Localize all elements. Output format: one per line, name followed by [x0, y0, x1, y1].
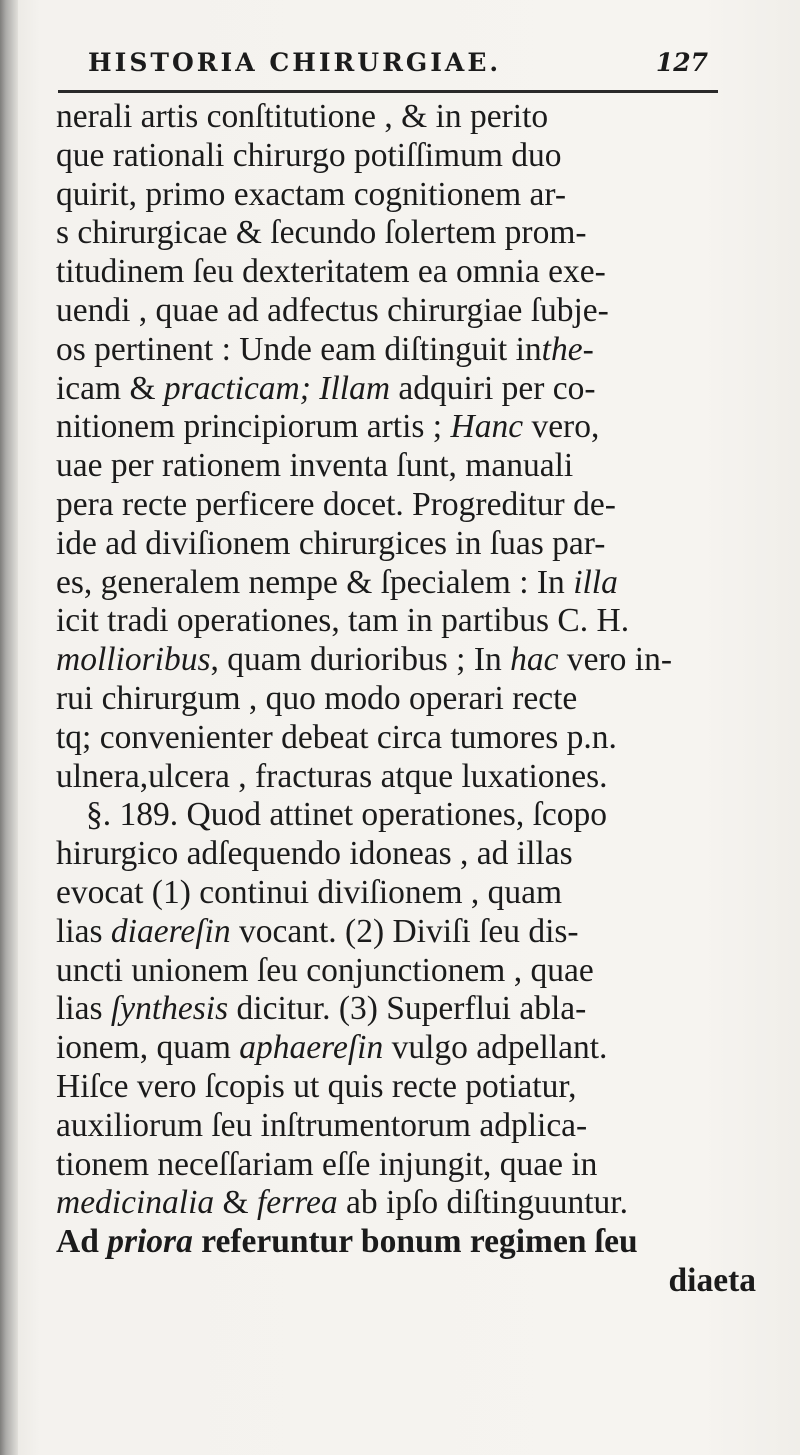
- text-line: evocat (1) continui diviſionem , quam: [56, 873, 563, 911]
- text-line: auxiliorum ſeu inſtrumentorum adplica-: [56, 1106, 588, 1144]
- text-segment: vero,: [523, 408, 600, 446]
- text-segment: , quam durioribus ; In: [210, 641, 511, 679]
- text-line: quirit, primo exactam cognitionem ar-: [56, 175, 567, 213]
- italic-term: the-: [541, 330, 594, 368]
- text-line: [56, 564, 756, 603]
- text-line: [56, 370, 756, 409]
- text-line: que rationali chirurgo potiſſimum duo: [56, 136, 562, 174]
- text-line: nerali artis conſtitutione , & in perito: [56, 98, 549, 135]
- text-line: [56, 913, 756, 952]
- text-line: [56, 408, 756, 447]
- binding-gutter: [0, 0, 18, 1455]
- italic-term: Hanc: [450, 408, 524, 446]
- text-line: uncti unionem ſeu conjunctionem , quae: [56, 951, 594, 989]
- header-rule: [58, 90, 718, 93]
- text-line: s chirurgicae & ſecundo ſolertem prom-: [56, 214, 587, 252]
- text-line: icit tradi operationes, tam in partibus C. H.: [56, 602, 630, 640]
- italic-term: practicam: [163, 369, 300, 407]
- page-number: 127: [655, 48, 708, 77]
- text-segment: icam &: [56, 369, 164, 407]
- italic-term: ; Illam: [299, 369, 391, 407]
- text-segment: es, generalem nempe & ſpecialem : In: [56, 563, 574, 601]
- text-segment: referuntur bonum regimen ſeu: [192, 1223, 638, 1261]
- text-line: pera recte perficere docet. Progreditur de-: [56, 485, 616, 523]
- text-line: [56, 331, 756, 370]
- italic-term: ferrea: [256, 1184, 338, 1222]
- text-segment: lias: [56, 912, 111, 950]
- text-segment: vero in-: [558, 641, 672, 679]
- running-title: HISTORIA CHIRURGIAE.: [88, 48, 502, 77]
- text-line: [56, 1029, 756, 1068]
- italic-term: aphaereſin: [239, 1029, 384, 1067]
- italic-term: ſynthesis: [110, 990, 229, 1028]
- text-segment: vulgo adpellant.: [383, 1029, 608, 1067]
- text-segment: ab ipſo diſtinguuntur.: [337, 1184, 628, 1222]
- italic-term: diaereſin: [110, 912, 231, 950]
- text-body: [56, 98, 756, 1301]
- text-line: [56, 1184, 756, 1223]
- text-line: uendi , quae ad adfectus chirurgiae ſubje-: [56, 291, 609, 329]
- italic-term: hac: [510, 641, 559, 679]
- text-line: [56, 641, 756, 680]
- text-segment: os pertinent : Unde eam diſtinguit in: [56, 330, 542, 368]
- text-segment: lias: [56, 990, 111, 1028]
- text-line: ulnera,ulcera , fracturas atque luxationes.: [56, 757, 608, 795]
- paragraph-start: §. 189. Quod attinet operationes, ſcopo: [86, 796, 608, 834]
- italic-term: illa: [573, 563, 618, 601]
- text-line: Hiſce vero ſcopis ut quis recte potiatur,: [56, 1067, 577, 1105]
- text-segment: ionem, quam: [56, 1029, 240, 1067]
- text-segment: vocant. (2) Diviſi ſeu dis-: [230, 912, 579, 950]
- text-segment: adquiri per co-: [390, 369, 596, 407]
- text-segment: Ad: [56, 1223, 108, 1261]
- text-line: uae per rationem inventa ſunt, manuali: [56, 447, 574, 485]
- text-line: [56, 1223, 756, 1262]
- text-line: tionem neceſſariam eſſe injungit, quae in: [56, 1145, 598, 1183]
- text-segment: &: [214, 1184, 257, 1222]
- running-head: [88, 48, 708, 88]
- text-line: rui chirurgum , quo modo operari recte: [56, 679, 578, 717]
- text-line: titudinem ſeu dexteritatem ea omnia exe-: [56, 253, 606, 291]
- text-segment: dicitur. (3) Superflui abla-: [228, 990, 587, 1028]
- text-line: tq; convenienter debeat circa tumores p.n.: [56, 718, 617, 756]
- italic-term: medicinalia: [56, 1184, 215, 1222]
- italic-term: priora: [107, 1223, 193, 1261]
- text-line: [56, 990, 756, 1029]
- text-segment: nitionem principiorum artis ;: [56, 408, 451, 446]
- italic-term: mollioribus: [56, 641, 211, 679]
- text-line: hirurgico adſequendo idoneas , ad illas: [56, 835, 573, 873]
- text-line: ide ad diviſionem chirurgices in ſuas par-: [56, 524, 606, 562]
- catchword: diaeta: [668, 1261, 756, 1299]
